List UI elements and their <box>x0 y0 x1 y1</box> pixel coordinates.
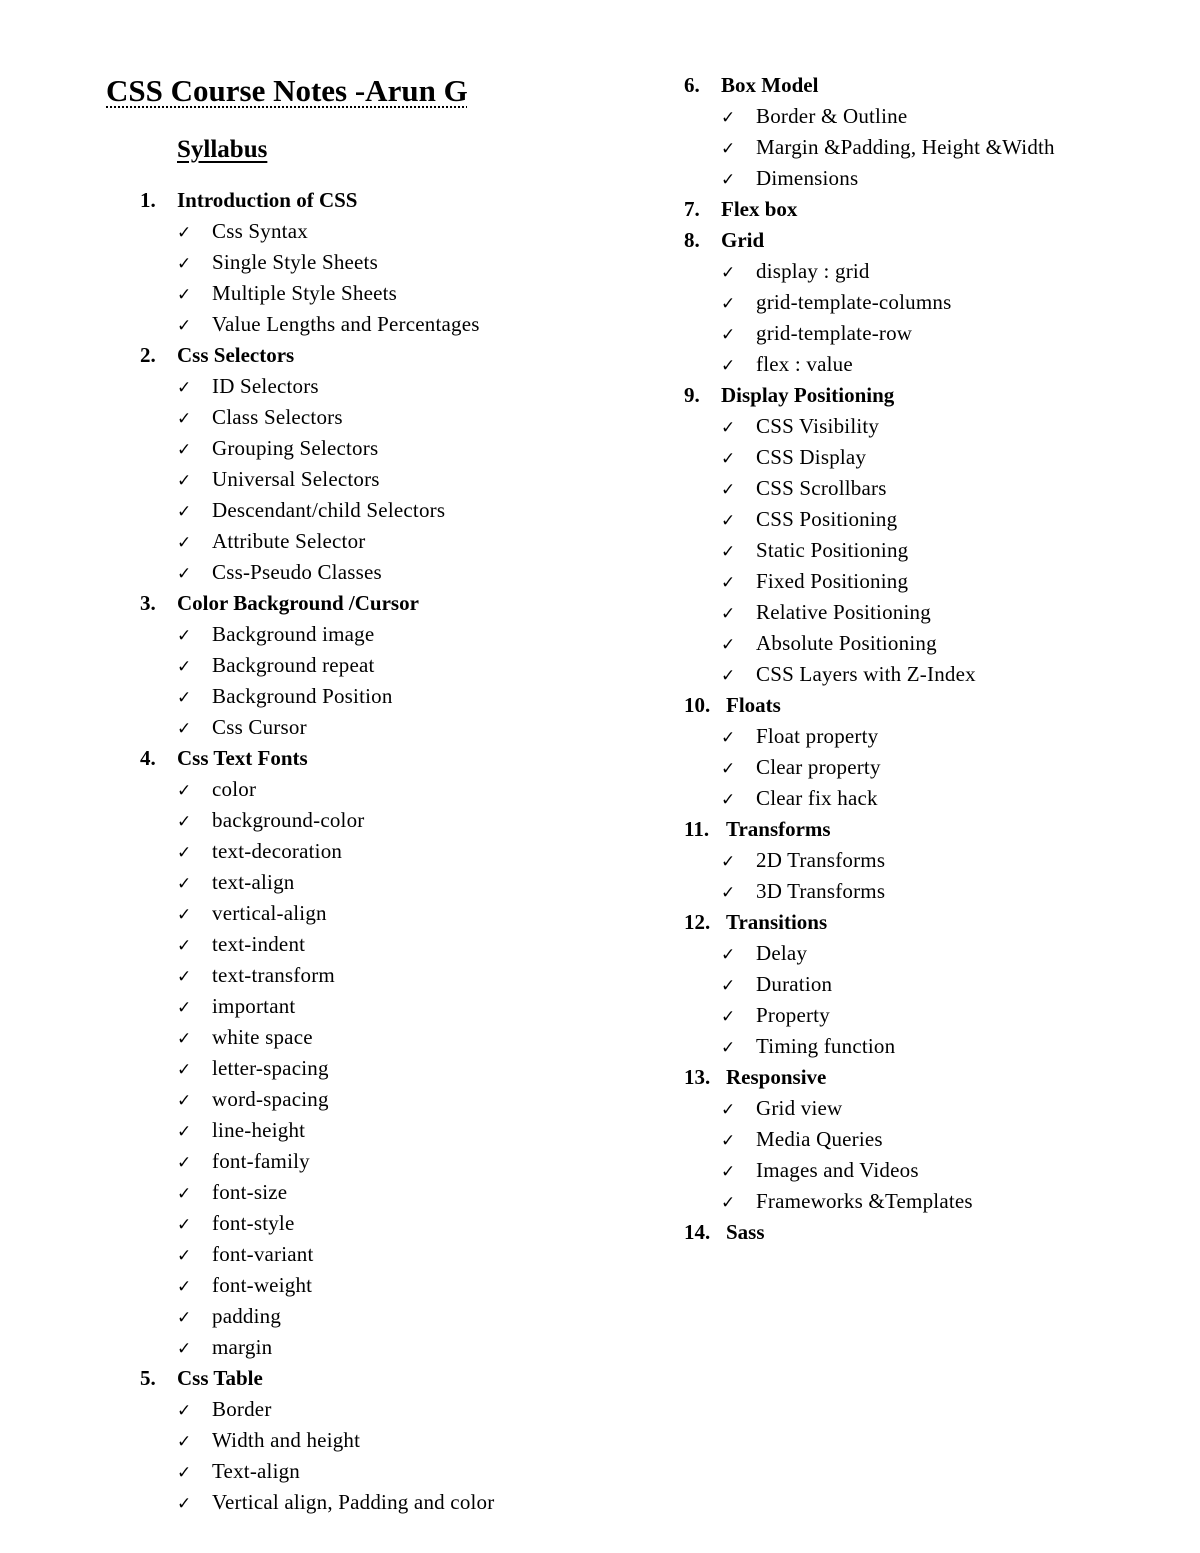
section-number: 11. <box>684 817 710 841</box>
section-heading <box>684 1217 1055 1248</box>
section-heading <box>684 690 1055 721</box>
section-heading <box>684 907 1055 938</box>
topic-label: text-transform <box>212 963 335 987</box>
section-topic-list <box>140 1394 494 1518</box>
topic-label: Single Style Sheets <box>212 250 378 274</box>
section-title: Css Text Fonts <box>177 746 308 770</box>
topic-label: flex : value <box>756 352 853 376</box>
topic-label: Css Syntax <box>212 219 308 243</box>
topic-label: font-family <box>212 1149 310 1173</box>
topic-label: Delay <box>756 941 808 965</box>
topic-item <box>140 464 494 495</box>
checkmark-icon: ✓ <box>177 502 192 522</box>
topic-label: Universal Selectors <box>212 467 380 491</box>
section-heading <box>140 1363 494 1394</box>
checkmark-icon: ✓ <box>177 998 192 1018</box>
syllabus-heading: Syllabus <box>177 136 268 163</box>
checkmark-icon: ✓ <box>177 1215 192 1235</box>
topic-label: Clear fix hack <box>756 786 878 810</box>
section-number: 5. <box>140 1366 156 1390</box>
topic-label: Dimensions <box>756 166 859 190</box>
checkmark-icon: ✓ <box>721 1162 736 1182</box>
topic-item <box>140 1177 494 1208</box>
syllabus-section <box>140 340 494 588</box>
topic-item <box>140 247 494 278</box>
topic-item <box>684 287 1055 318</box>
topic-item <box>140 402 494 433</box>
topic-label: Relative Positioning <box>756 600 931 624</box>
checkmark-icon: ✓ <box>177 657 192 677</box>
topic-item <box>140 433 494 464</box>
section-title: Transforms <box>726 817 831 841</box>
topic-label: Background repeat <box>212 653 375 677</box>
section-title: Responsive <box>726 1065 827 1089</box>
topic-item <box>684 349 1055 380</box>
topic-label: white space <box>212 1025 313 1049</box>
section-number: 6. <box>684 73 700 97</box>
section-topic-list <box>684 1093 1055 1217</box>
checkmark-icon: ✓ <box>177 316 192 336</box>
section-number: 3. <box>140 591 156 615</box>
topic-label: Multiple Style Sheets <box>212 281 398 305</box>
topic-label: color <box>212 777 257 801</box>
document-title: CSS Course Notes -Arun G <box>106 73 468 108</box>
topic-item <box>140 1208 494 1239</box>
topic-item <box>140 712 494 743</box>
checkmark-icon: ✓ <box>721 635 736 655</box>
topic-label: Duration <box>756 972 833 996</box>
checkmark-icon: ✓ <box>177 1277 192 1297</box>
checkmark-icon: ✓ <box>177 1153 192 1173</box>
syllabus-section <box>684 814 1055 907</box>
topic-label: Images and Videos <box>756 1158 919 1182</box>
topic-item <box>140 526 494 557</box>
checkmark-icon: ✓ <box>177 1029 192 1049</box>
topic-item <box>684 256 1055 287</box>
topic-item <box>140 1332 494 1363</box>
syllabus-column-left <box>140 185 494 1518</box>
topic-label: Border <box>212 1397 272 1421</box>
section-number: 1. <box>140 188 156 212</box>
topic-item <box>140 898 494 929</box>
section-title: Css Table <box>177 1366 263 1390</box>
section-title: Box Model <box>721 73 819 97</box>
checkmark-icon: ✓ <box>177 1463 192 1483</box>
checkmark-icon: ✓ <box>721 976 736 996</box>
checkmark-icon: ✓ <box>721 263 736 283</box>
checkmark-icon: ✓ <box>177 874 192 894</box>
topic-label: Border & Outline <box>756 104 908 128</box>
topic-item <box>684 132 1055 163</box>
section-number: 9. <box>684 383 700 407</box>
checkmark-icon: ✓ <box>721 418 736 438</box>
topic-label: font-weight <box>212 1273 313 1297</box>
topic-label: Width and height <box>212 1428 361 1452</box>
topic-label: Class Selectors <box>212 405 343 429</box>
topic-label: Timing function <box>756 1034 896 1058</box>
topic-label: Media Queries <box>756 1127 883 1151</box>
section-title: Css Selectors <box>177 343 295 367</box>
topic-label: Vertical align, Padding and color <box>212 1490 495 1514</box>
topic-label: display : grid <box>756 259 870 283</box>
topic-label: text-decoration <box>212 839 343 863</box>
topic-item <box>684 163 1055 194</box>
checkmark-icon: ✓ <box>177 409 192 429</box>
checkmark-icon: ✓ <box>177 471 192 491</box>
section-topic-list <box>684 721 1055 814</box>
section-number: 8. <box>684 228 700 252</box>
topic-item <box>684 721 1055 752</box>
syllabus-section <box>140 185 494 340</box>
topic-item <box>684 597 1055 628</box>
syllabus-section <box>684 225 1055 380</box>
checkmark-icon: ✓ <box>721 945 736 965</box>
topic-label: Descendant/child Selectors <box>212 498 446 522</box>
topic-item <box>140 960 494 991</box>
section-heading <box>140 340 494 371</box>
checkmark-icon: ✓ <box>721 852 736 872</box>
section-title: Grid <box>721 228 765 252</box>
checkmark-icon: ✓ <box>721 1038 736 1058</box>
topic-label: word-spacing <box>212 1087 329 1111</box>
topic-label: important <box>212 994 296 1018</box>
syllabus-section <box>684 380 1055 690</box>
topic-item <box>140 867 494 898</box>
syllabus-section <box>684 194 1055 225</box>
checkmark-icon: ✓ <box>177 905 192 925</box>
checkmark-icon: ✓ <box>177 533 192 553</box>
checkmark-icon: ✓ <box>177 1339 192 1359</box>
checkmark-icon: ✓ <box>721 511 736 531</box>
topic-item <box>140 1115 494 1146</box>
syllabus-section <box>684 70 1055 194</box>
topic-item <box>140 371 494 402</box>
topic-label: Fixed Positioning <box>756 569 909 593</box>
topic-label: Frameworks &Templates <box>756 1189 973 1213</box>
topic-label: Background image <box>212 622 375 646</box>
topic-label: Css-Pseudo Classes <box>212 560 382 584</box>
topic-item <box>140 216 494 247</box>
checkmark-icon: ✓ <box>721 1007 736 1027</box>
topic-item <box>140 1456 494 1487</box>
section-heading <box>684 225 1055 256</box>
checkmark-icon: ✓ <box>177 223 192 243</box>
section-number: 2. <box>140 343 156 367</box>
topic-item <box>684 969 1055 1000</box>
topic-item <box>684 659 1055 690</box>
section-topic-list <box>140 216 494 340</box>
topic-item <box>684 566 1055 597</box>
topic-item <box>684 752 1055 783</box>
checkmark-icon: ✓ <box>721 790 736 810</box>
topic-label: Attribute Selector <box>212 529 366 553</box>
checkmark-icon: ✓ <box>177 843 192 863</box>
syllabus-section <box>140 588 494 743</box>
checkmark-icon: ✓ <box>721 759 736 779</box>
section-topic-list <box>140 774 494 1363</box>
checkmark-icon: ✓ <box>177 967 192 987</box>
topic-label: margin <box>212 1335 273 1359</box>
checkmark-icon: ✓ <box>721 294 736 314</box>
section-topic-list <box>140 619 494 743</box>
checkmark-icon: ✓ <box>721 480 736 500</box>
topic-label: 2D Transforms <box>756 848 886 872</box>
topic-label: CSS Display <box>756 445 867 469</box>
section-number: 13. <box>684 1065 711 1089</box>
section-title: Transitions <box>726 910 828 934</box>
topic-label: Value Lengths and Percentages <box>212 312 480 336</box>
topic-item <box>684 473 1055 504</box>
checkmark-icon: ✓ <box>721 542 736 562</box>
topic-label: Clear property <box>756 755 881 779</box>
syllabus-section <box>140 1363 494 1518</box>
checkmark-icon: ✓ <box>721 573 736 593</box>
checkmark-icon: ✓ <box>177 688 192 708</box>
topic-label: padding <box>212 1304 282 1328</box>
section-heading <box>684 194 1055 225</box>
topic-label: 3D Transforms <box>756 879 886 903</box>
topic-item <box>140 1301 494 1332</box>
topic-item <box>140 1146 494 1177</box>
topic-label: Css Cursor <box>212 715 307 739</box>
syllabus-section <box>140 743 494 1363</box>
topic-label: text-align <box>212 870 295 894</box>
section-heading <box>140 743 494 774</box>
topic-item <box>684 1155 1055 1186</box>
section-number: 10. <box>684 693 711 717</box>
topic-label: Grid view <box>756 1096 843 1120</box>
checkmark-icon: ✓ <box>177 812 192 832</box>
topic-label: Absolute Positioning <box>756 631 937 655</box>
checkmark-icon: ✓ <box>177 1060 192 1080</box>
topic-label: background-color <box>212 808 365 832</box>
syllabus-section <box>684 690 1055 814</box>
section-heading <box>684 1062 1055 1093</box>
topic-item <box>140 929 494 960</box>
topic-item <box>684 1031 1055 1062</box>
checkmark-icon: ✓ <box>177 781 192 801</box>
checkmark-icon: ✓ <box>177 936 192 956</box>
syllabus-column-right <box>684 70 1055 1248</box>
checkmark-icon: ✓ <box>721 356 736 376</box>
topic-item <box>140 836 494 867</box>
topic-item <box>140 495 494 526</box>
section-number: 4. <box>140 746 156 770</box>
section-heading <box>140 185 494 216</box>
topic-item <box>140 1084 494 1115</box>
checkmark-icon: ✓ <box>721 728 736 748</box>
checkmark-icon: ✓ <box>721 325 736 345</box>
topic-item <box>684 1093 1055 1124</box>
topic-item <box>684 1186 1055 1217</box>
topic-label: font-variant <box>212 1242 314 1266</box>
topic-label: Static Positioning <box>756 538 909 562</box>
section-topic-list <box>140 371 494 588</box>
topic-item <box>140 309 494 340</box>
topic-label: Background Position <box>212 684 393 708</box>
section-title: Color Background /Cursor <box>177 591 419 615</box>
topic-label: text-indent <box>212 932 306 956</box>
syllabus-section <box>684 907 1055 1062</box>
section-topic-list <box>684 101 1055 194</box>
topic-label: Text-align <box>212 1459 300 1483</box>
topic-item <box>684 1000 1055 1031</box>
topic-label: font-size <box>212 1180 288 1204</box>
topic-item <box>684 101 1055 132</box>
checkmark-icon: ✓ <box>177 1494 192 1514</box>
checkmark-icon: ✓ <box>721 139 736 159</box>
topic-label: Margin &Padding, Height &Width <box>756 135 1055 159</box>
section-topic-list <box>684 411 1055 690</box>
section-heading <box>140 588 494 619</box>
topic-label: CSS Layers with Z-Index <box>756 662 976 686</box>
topic-item <box>140 1425 494 1456</box>
topic-label: ID Selectors <box>212 374 319 398</box>
topic-item <box>140 1022 494 1053</box>
checkmark-icon: ✓ <box>177 440 192 460</box>
topic-item <box>684 1124 1055 1155</box>
topic-label: Float property <box>756 724 879 748</box>
topic-label: line-height <box>212 1118 306 1142</box>
checkmark-icon: ✓ <box>177 719 192 739</box>
topic-item <box>140 991 494 1022</box>
section-title: Sass <box>726 1220 765 1244</box>
checkmark-icon: ✓ <box>177 1091 192 1111</box>
checkmark-icon: ✓ <box>721 1193 736 1213</box>
section-title: Introduction of CSS <box>177 188 358 212</box>
topic-item <box>684 628 1055 659</box>
topic-item <box>140 557 494 588</box>
section-number: 12. <box>684 910 711 934</box>
checkmark-icon: ✓ <box>721 666 736 686</box>
topic-item <box>684 535 1055 566</box>
topic-item <box>140 650 494 681</box>
topic-label: Property <box>756 1003 830 1027</box>
topic-label: font-style <box>212 1211 295 1235</box>
section-topic-list <box>684 845 1055 907</box>
checkmark-icon: ✓ <box>177 1246 192 1266</box>
topic-item <box>140 681 494 712</box>
topic-label: grid-template-columns <box>756 290 952 314</box>
checkmark-icon: ✓ <box>177 254 192 274</box>
section-title: Display Positioning <box>721 383 895 407</box>
section-topic-list <box>684 256 1055 380</box>
checkmark-icon: ✓ <box>177 1308 192 1328</box>
topic-item <box>684 845 1055 876</box>
topic-item <box>684 876 1055 907</box>
section-title: Floats <box>726 693 781 717</box>
section-title: Flex box <box>721 197 798 221</box>
checkmark-icon: ✓ <box>721 883 736 903</box>
topic-item <box>684 442 1055 473</box>
topic-item <box>140 1053 494 1084</box>
topic-item <box>684 318 1055 349</box>
checkmark-icon: ✓ <box>177 1184 192 1204</box>
checkmark-icon: ✓ <box>177 1401 192 1421</box>
topic-label: CSS Positioning <box>756 507 898 531</box>
topic-item <box>684 504 1055 535</box>
topic-item <box>140 774 494 805</box>
section-number: 14. <box>684 1220 711 1244</box>
checkmark-icon: ✓ <box>177 626 192 646</box>
section-topic-list <box>684 938 1055 1062</box>
checkmark-icon: ✓ <box>721 449 736 469</box>
section-heading <box>684 70 1055 101</box>
section-number: 7. <box>684 197 700 221</box>
topic-item <box>140 278 494 309</box>
topic-item <box>684 411 1055 442</box>
checkmark-icon: ✓ <box>721 1131 736 1151</box>
checkmark-icon: ✓ <box>721 170 736 190</box>
topic-item <box>140 1394 494 1425</box>
topic-label: CSS Visibility <box>756 414 880 438</box>
checkmark-icon: ✓ <box>721 604 736 624</box>
syllabus-section <box>684 1062 1055 1217</box>
checkmark-icon: ✓ <box>721 108 736 128</box>
checkmark-icon: ✓ <box>177 285 192 305</box>
topic-label: letter-spacing <box>212 1056 329 1080</box>
topic-item <box>140 619 494 650</box>
checkmark-icon: ✓ <box>177 564 192 584</box>
topic-item <box>684 938 1055 969</box>
checkmark-icon: ✓ <box>177 1122 192 1142</box>
topic-item <box>140 1270 494 1301</box>
topic-label: vertical-align <box>212 901 327 925</box>
topic-item <box>684 783 1055 814</box>
topic-item <box>140 1239 494 1270</box>
topic-item <box>140 805 494 836</box>
section-heading <box>684 814 1055 845</box>
checkmark-icon: ✓ <box>177 1432 192 1452</box>
topic-label: Grouping Selectors <box>212 436 379 460</box>
section-heading <box>684 380 1055 411</box>
checkmark-icon: ✓ <box>177 378 192 398</box>
syllabus-section <box>684 1217 1055 1248</box>
topic-label: CSS Scrollbars <box>756 476 887 500</box>
topic-item <box>140 1487 494 1518</box>
checkmark-icon: ✓ <box>721 1100 736 1120</box>
topic-label: grid-template-row <box>756 321 913 345</box>
